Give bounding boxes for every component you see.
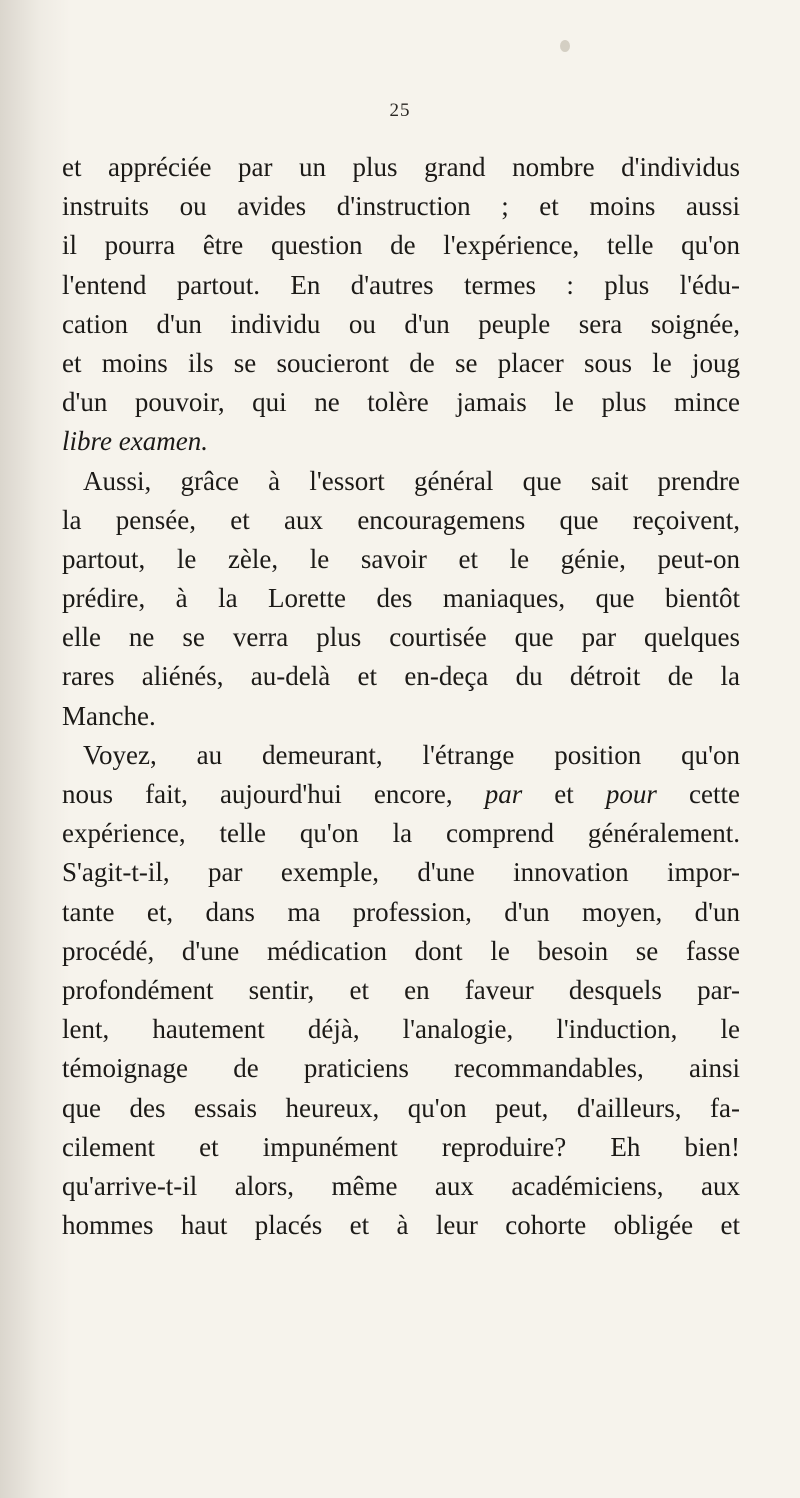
paragraph-3 [62,736,740,1245]
text-line: partout, le zèle, le savoir et le génie, peut-on [62,543,740,574]
text-line: Voyez, au demeurant, l'étrange position qu'on [83,739,740,770]
text-line: la pensée, et aux encouragemens que reçoivent, [62,504,740,535]
text-line: profondément sentir, et en faveur desquels par- [62,974,740,1005]
text-line: procédé, d'une médication dont le besoin se fasse [62,935,740,966]
text-segment: et [522,779,606,809]
text-line: que des essais heureux, qu'on peut, d'ailleurs, fa- [62,1092,740,1123]
text-line: rares aliénés, au-delà et en-deça du détroit de la [62,661,740,692]
italic-word-pour: pour [605,779,657,809]
text-line: d'un pouvoir, qui ne tolère jamais le plus mince [62,387,740,418]
text-line: Manche. [62,700,156,731]
text-line: et appréciée par un plus grand nombre d'individus [62,152,740,182]
text-line-italic: libre examen. [62,426,208,457]
text-line: Aussi, grâce à l'essort général que sait prendre [83,465,740,496]
text-segment: cette [656,779,740,809]
text-line: témoignage de praticiens recommandables, ainsi [62,1053,740,1084]
text-line: elle ne se verra plus courtisée que par quelques [62,622,740,653]
body-text [62,148,740,1245]
text-line: cilement et impunément reproduire? Eh bien! [62,1131,740,1162]
italic-word-par: par [484,779,523,809]
text-line: S'agit-t-il, par exemple, d'une innovation impor- [62,857,740,888]
text-segment: nous fait, aujourd'hui encore, [62,779,485,809]
text-line-mixed [62,775,740,814]
page-number: 25 [389,100,411,121]
paragraph-1 [62,148,740,462]
text-line: qu'arrive-t-il alors, même aux académiciens, aux [62,1170,740,1201]
text-line: cation d'un individu ou d'un peuple sera soignée, [62,308,740,339]
text-line: prédire, à la Lorette des maniaques, que bientôt [62,583,740,614]
text-line: hommes haut placés et à leur cohorte obligée et [62,1210,740,1241]
text-line: lent, hautement déjà, l'analogie, l'induction, le [62,1014,740,1045]
paragraph-2 [62,462,740,736]
text-line: il pourra être question de l'expérience, telle qu'on [62,230,740,261]
text-line: et moins ils se soucieront de se placer sous le joug [62,347,740,378]
text-line: l'entend partout. En d'autres termes : plus l'édu- [62,269,740,300]
text-line: tante et, dans ma profession, d'un moyen, d'un [62,896,740,927]
text-line: instruits ou avides d'instruction ; et moins aussi [62,191,740,222]
text-line: expérience, telle qu'on la comprend généralement. [62,818,740,849]
ink-spot [560,40,570,52]
